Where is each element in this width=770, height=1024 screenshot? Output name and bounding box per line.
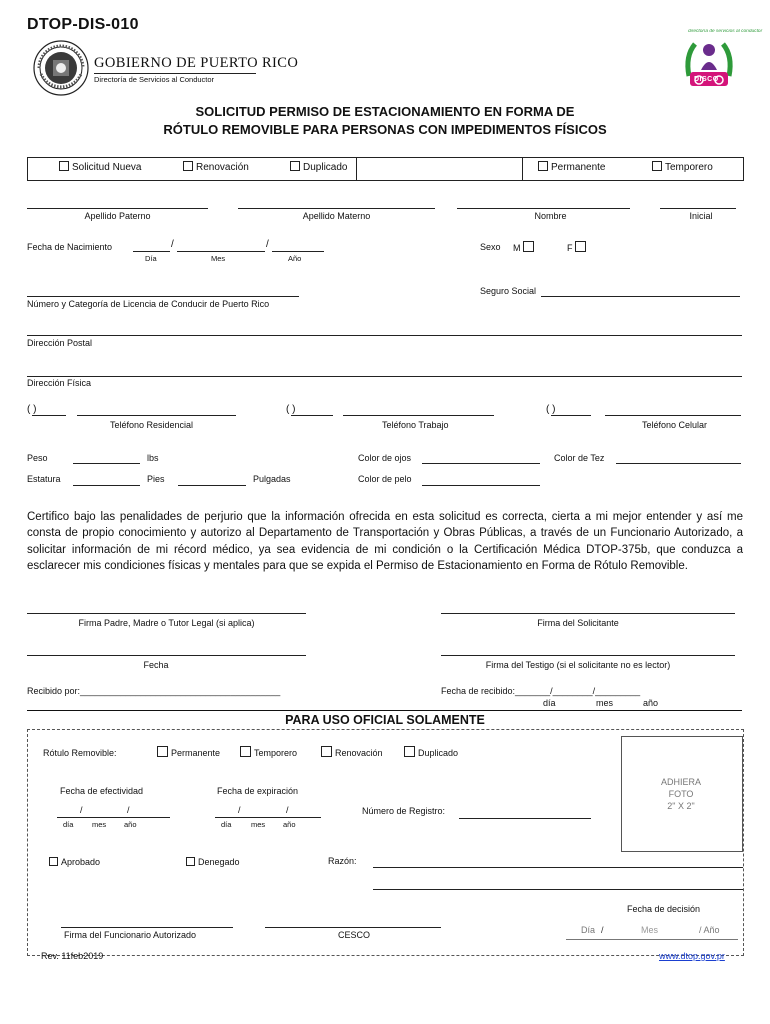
nueva-checkbox[interactable]: Solicitud Nueva xyxy=(59,161,141,173)
peso-label: Peso xyxy=(27,453,48,463)
birth-day-field[interactable] xyxy=(133,251,170,252)
fecha-label: Fecha xyxy=(143,660,169,670)
fecha-decision-label: Fecha de decisión xyxy=(627,904,701,914)
disco-logo-caption: directoría de servicios al conductor xyxy=(688,29,763,34)
phone-cell-label: Teléfono Celular xyxy=(642,420,708,430)
photo-text: ADHIERA FOTO 2" X 2" xyxy=(660,777,701,811)
firma-funcionario-field[interactable] xyxy=(61,927,233,928)
inicial-field[interactable] xyxy=(660,208,736,209)
official-divider xyxy=(27,710,742,711)
birth-slash: / xyxy=(171,239,174,250)
website-link[interactable]: www.dtop.gov.pr xyxy=(659,951,725,961)
phone-work-label: Teléfono Trabajo xyxy=(382,420,449,430)
firma-padre-label: Firma Padre, Madre o Tutor Legal (si aplica) xyxy=(78,618,255,628)
direccion-postal-field[interactable] xyxy=(27,335,742,336)
date-slash: / xyxy=(286,805,289,815)
revision-text: Rev. 11feb2019 xyxy=(41,951,104,961)
direccion-fisica-field[interactable] xyxy=(27,376,742,377)
estatura-pulgadas-field[interactable] xyxy=(178,485,246,486)
licencia-field[interactable] xyxy=(27,296,299,297)
fecha-field[interactable] xyxy=(27,655,306,656)
apellido-materno-label: Apellido Materno xyxy=(302,211,371,221)
direccion-postal-label: Dirección Postal xyxy=(27,338,93,348)
birth-year-label: Año xyxy=(288,254,302,263)
razon-field[interactable] xyxy=(373,867,743,868)
seguro-social-field[interactable] xyxy=(541,296,740,297)
expiracion-mes-label: mes xyxy=(251,820,266,829)
firma-testigo-label: Firma del Testigo (si el solicitante no es lector) xyxy=(485,660,671,670)
apellido-paterno-field[interactable] xyxy=(27,208,208,209)
official-duplicado-checkbox[interactable]: Duplicado xyxy=(404,746,458,758)
birth-slash: / xyxy=(266,239,269,250)
firma-padre-field[interactable] xyxy=(27,613,306,614)
decision-mes-label: Mes xyxy=(641,925,659,935)
puerto-rico-seal-logo xyxy=(33,40,89,96)
decision-ano-label: / Año xyxy=(699,925,720,935)
gov-name: GOBIERNO DE PUERTO RICO xyxy=(94,55,299,71)
decision-dia-label: Día xyxy=(581,925,596,935)
expiracion-ano-label: año xyxy=(283,820,296,829)
certification-text: Certifico bajo las penalidades de perjurio que la información ofrecida en esta solicitud es correcta, cierta a mi mejor entender y así me consta de propio conocimiento y autorizo al Departamento de Transportación y Obras Públicas, a través de un Funcionario Autorizado, a solicitar información de mi récord médico, ya sea evidencia de mi condición o la Certificación Médica DTOP-375b, que conduzca a esclarecer mis condiciones físicas y mentales para que se expida el Permiso de Estacionamiento en Forma de Rótulo Removible. xyxy=(27,511,743,573)
date-slash: / xyxy=(238,805,241,815)
seguro-social-label: Seguro Social xyxy=(480,286,537,296)
firma-testigo-field[interactable] xyxy=(441,655,735,656)
color-tez-field[interactable] xyxy=(616,463,741,464)
efectividad-field[interactable] xyxy=(57,817,170,818)
apellido-paterno-label: Apellido Paterno xyxy=(84,211,151,221)
nombre-label: Nombre xyxy=(534,211,567,221)
color-pelo-label: Color de pelo xyxy=(358,474,412,484)
duplicado-checkbox[interactable]: Duplicado xyxy=(290,161,347,173)
phone-work-area[interactable]: ( ) xyxy=(286,404,296,415)
permanente-checkbox[interactable]: Permanente xyxy=(538,161,605,173)
fecha-decision-field[interactable] xyxy=(566,939,738,940)
form-title-line1: SOLICITUD PERMISO DE ESTACIONAMIENTO EN FORMA DE xyxy=(195,104,575,119)
date-slash: / xyxy=(80,805,83,815)
efectividad-dia-label: día xyxy=(63,820,74,829)
birth-label: Fecha de Nacimiento xyxy=(27,242,113,252)
color-ojos-label: Color de ojos xyxy=(358,453,412,463)
birth-day-label: Día xyxy=(145,254,157,263)
temporero-checkbox[interactable]: Temporero xyxy=(652,161,713,173)
color-ojos-field[interactable] xyxy=(422,463,540,464)
aprobado-checkbox[interactable]: Aprobado xyxy=(49,857,100,867)
direccion-fisica-label: Dirección Física xyxy=(27,378,92,388)
cesco-field[interactable] xyxy=(265,927,441,928)
phone-cell-area[interactable]: ( ) xyxy=(546,404,556,415)
gov-subtitle: Directoría de Servicios al Conductor xyxy=(94,75,215,84)
efectividad-label: Fecha de efectividad xyxy=(60,786,144,796)
recibido-dia-label: día xyxy=(543,698,556,708)
official-temporero-checkbox[interactable]: Temporero xyxy=(240,746,297,758)
inicial-label: Inicial xyxy=(689,211,713,221)
licencia-label: Número y Categoría de Licencia de Conducir de Puerto Rico xyxy=(27,299,270,309)
peso-field[interactable] xyxy=(73,463,140,464)
color-pelo-field[interactable] xyxy=(422,485,540,486)
razon-label: Razón: xyxy=(328,856,357,866)
estatura-label: Estatura xyxy=(27,474,61,484)
apellido-materno-field[interactable] xyxy=(238,208,435,209)
cesco-label: CESCO xyxy=(338,930,371,940)
recibido-ano-label: año xyxy=(643,698,659,708)
sex-m-checkbox[interactable]: M xyxy=(513,241,537,253)
phone-cell-field[interactable] xyxy=(605,415,741,416)
official-renovacion-checkbox[interactable]: Renovación xyxy=(321,746,383,758)
firma-solicitante-label: Firma del Solicitante xyxy=(537,618,619,628)
fecha-recibido-field[interactable]: Fecha de recibido:_______/________/_________ xyxy=(441,686,641,696)
phone-res-field[interactable] xyxy=(77,415,236,416)
firma-solicitante-field[interactable] xyxy=(441,613,735,614)
registro-label: Número de Registro: xyxy=(362,806,446,816)
firma-funcionario-label: Firma del Funcionario Autorizado xyxy=(64,930,197,940)
rotulo-label: Rótulo Removible: xyxy=(43,748,117,758)
pies-label: Pies xyxy=(147,474,165,484)
efectividad-ano-label: año xyxy=(124,820,137,829)
sex-label: Sexo xyxy=(480,242,501,252)
recibido-mes-label: mes xyxy=(596,698,614,708)
denegado-checkbox[interactable]: Denegado xyxy=(186,857,240,867)
renovacion-checkbox[interactable]: Renovación xyxy=(183,161,249,173)
date-slash: / xyxy=(127,805,130,815)
phone-res-area[interactable]: ( ) xyxy=(27,404,37,415)
estatura-pies-field[interactable] xyxy=(73,485,140,486)
lbs-label: lbs xyxy=(147,453,159,463)
razon-field-2[interactable] xyxy=(373,889,743,890)
form-title-line2: RÓTULO REMOVIBLE PARA PERSONAS CON IMPEDIMENTOS FÍSICOS xyxy=(163,122,607,137)
expiracion-field[interactable] xyxy=(215,817,321,818)
nombre-field[interactable] xyxy=(457,208,630,209)
efectividad-mes-label: mes xyxy=(92,820,107,829)
form-code: DTOP-DIS-010 xyxy=(27,16,139,33)
phone-res-label: Teléfono Residencial xyxy=(110,420,194,430)
official-permanente-checkbox[interactable]: Permanente xyxy=(157,746,220,758)
disco-logo-text: DISCO xyxy=(694,76,719,83)
expiracion-dia-label: día xyxy=(221,820,232,829)
birth-month-field[interactable] xyxy=(177,251,265,252)
date-slash: / xyxy=(601,925,604,935)
birth-month-label: Mes xyxy=(211,254,226,263)
sex-f-checkbox[interactable]: F xyxy=(567,241,589,253)
expiracion-label: Fecha de expiración xyxy=(217,786,299,796)
registro-field[interactable] xyxy=(459,818,591,819)
birth-year-field[interactable] xyxy=(272,251,324,252)
recibido-por-field[interactable]: Recibido por:________________________________________ xyxy=(27,686,281,696)
color-tez-label: Color de Tez xyxy=(554,453,605,463)
phone-work-field[interactable] xyxy=(343,415,494,416)
official-title: PARA USO OFICIAL SOLAMENTE xyxy=(285,713,485,727)
pulgadas-label: Pulgadas xyxy=(253,474,291,484)
